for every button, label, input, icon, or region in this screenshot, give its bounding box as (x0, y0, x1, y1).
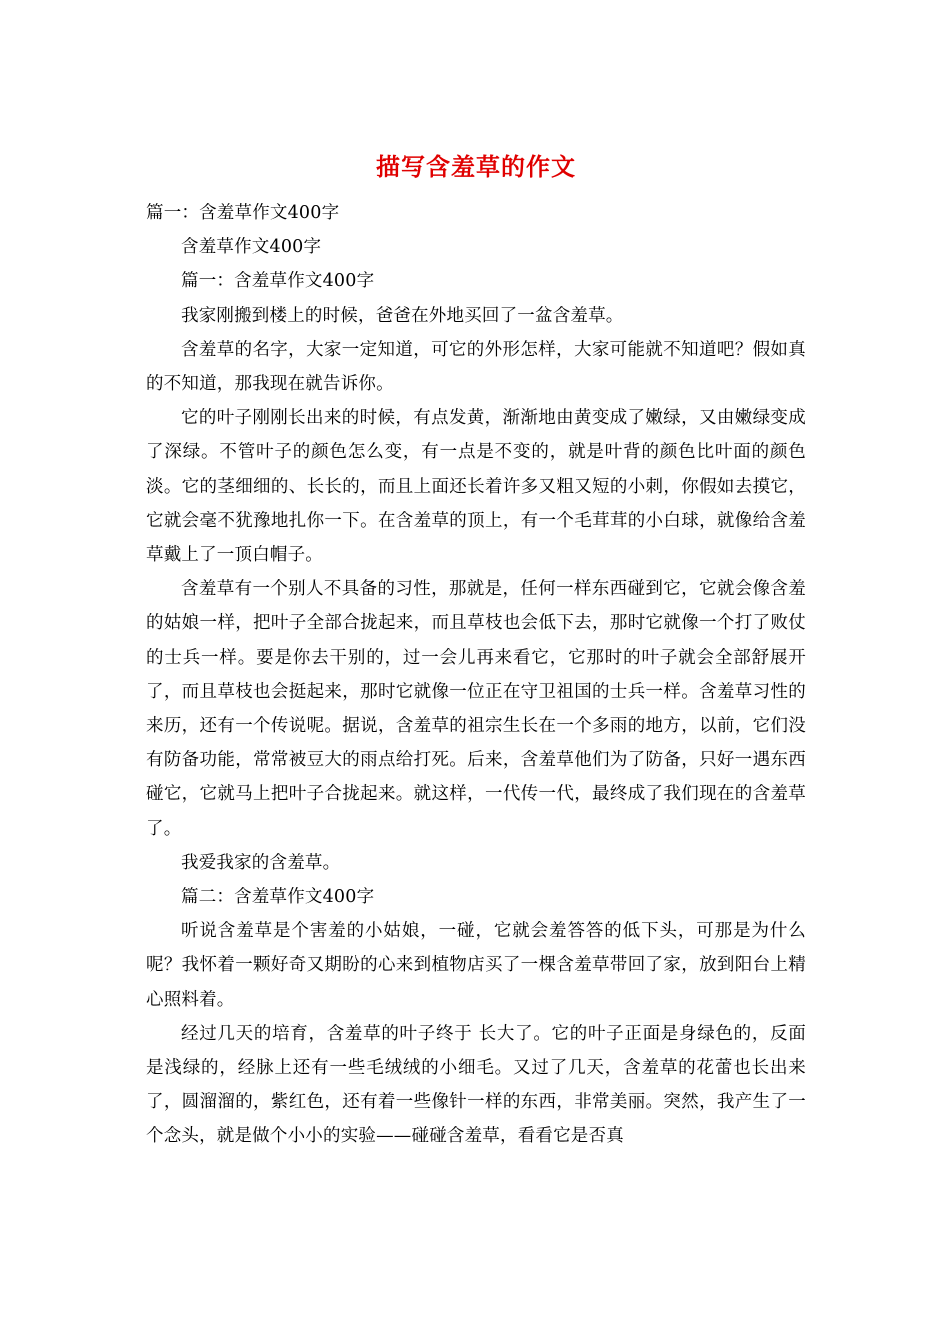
paragraph: 含羞草的名字，大家一定知道，可它的外形怎样，大家可能就不知道吧？假如真的不知道，那我现在就告诉你。 (146, 339, 806, 395)
section-heading-1: 篇一：含羞草作文400字 (146, 203, 340, 223)
paragraph: 它的叶子刚刚长出来的时候，有点发黄，渐渐地由黄变成了嫩绿，又由嫩绿变成了深绿。不管叶子的颜色怎么变，有一点是不变的，就是叶背的颜色比叶面的颜色淡。它的茎细细的、长长的，而且上面还长着许多又粗又短的小刺，你假如去摸它，它就会毫不犹豫地扎你一下。在含羞草的顶上，有一个毛茸茸的小白球，就像给含羞草戴上了一顶白帽子。 (146, 408, 806, 566)
document-page (146, 150, 806, 1154)
section-heading-2: 篇二：含羞草作文400字 (181, 887, 375, 908)
section-heading-1-repeat: 篇一：含羞草作文400字 (181, 271, 375, 292)
document-title: 描写含羞草的作文 (376, 152, 576, 181)
paragraph: 我家刚搬到楼上的时候，爸爸在外地买回了一盆含羞草。 (181, 305, 624, 326)
paragraph: 听说含羞草是个害羞的小姑娘，一碰，它就会羞答答的低下头，可那是为什么呢？我怀着一颗好奇又期盼的心来到植物店买了一棵含羞草带回了家，放到阳台上精心照料着。 (146, 921, 806, 1010)
paragraph: 含羞草有一个别人不具备的习性，那就是，任何一样东西碰到它，它就会像含羞的姑娘一样，把叶子全部合拢起来，而且草枝也会低下去，那时它就像一个打了败仗的士兵一样。要是你去干别的，过一会儿再来看它，它那时的叶子就会全部舒展开了，而且草枝也会挺起来，那时它就像一位正在守卫祖国的士兵一样。含羞草习性的来历，还有一个传说呢。据说，含羞草的祖宗生长在一个多雨的地方，以前，它们没有防备功能，常常被豆大的雨点给打死。后来，含羞草他们为了防备，只好一遇东西碰它，它就马上把叶子合拢起来。就这样，一代传一代，最终成了我们现在的含羞草了。 (146, 579, 806, 839)
paragraph: 经过几天的培育，含羞草的叶子终于 长大了。它的叶子正面是身绿色的，反面是浅绿的，经脉上还有一些毛绒绒的小细毛。又过了几天，含羞草的花蕾也长出来了，圆溜溜的，紫红色，还有着一些像针一样的东西，非常美丽。突然，我产生了一个念头，就是做个小小的实验——碰碰含羞草，看看它是否真 (146, 1023, 806, 1147)
paragraph: 我爱我家的含羞草。 (181, 852, 341, 873)
subheading: 含羞草作文400字 (181, 237, 322, 258)
